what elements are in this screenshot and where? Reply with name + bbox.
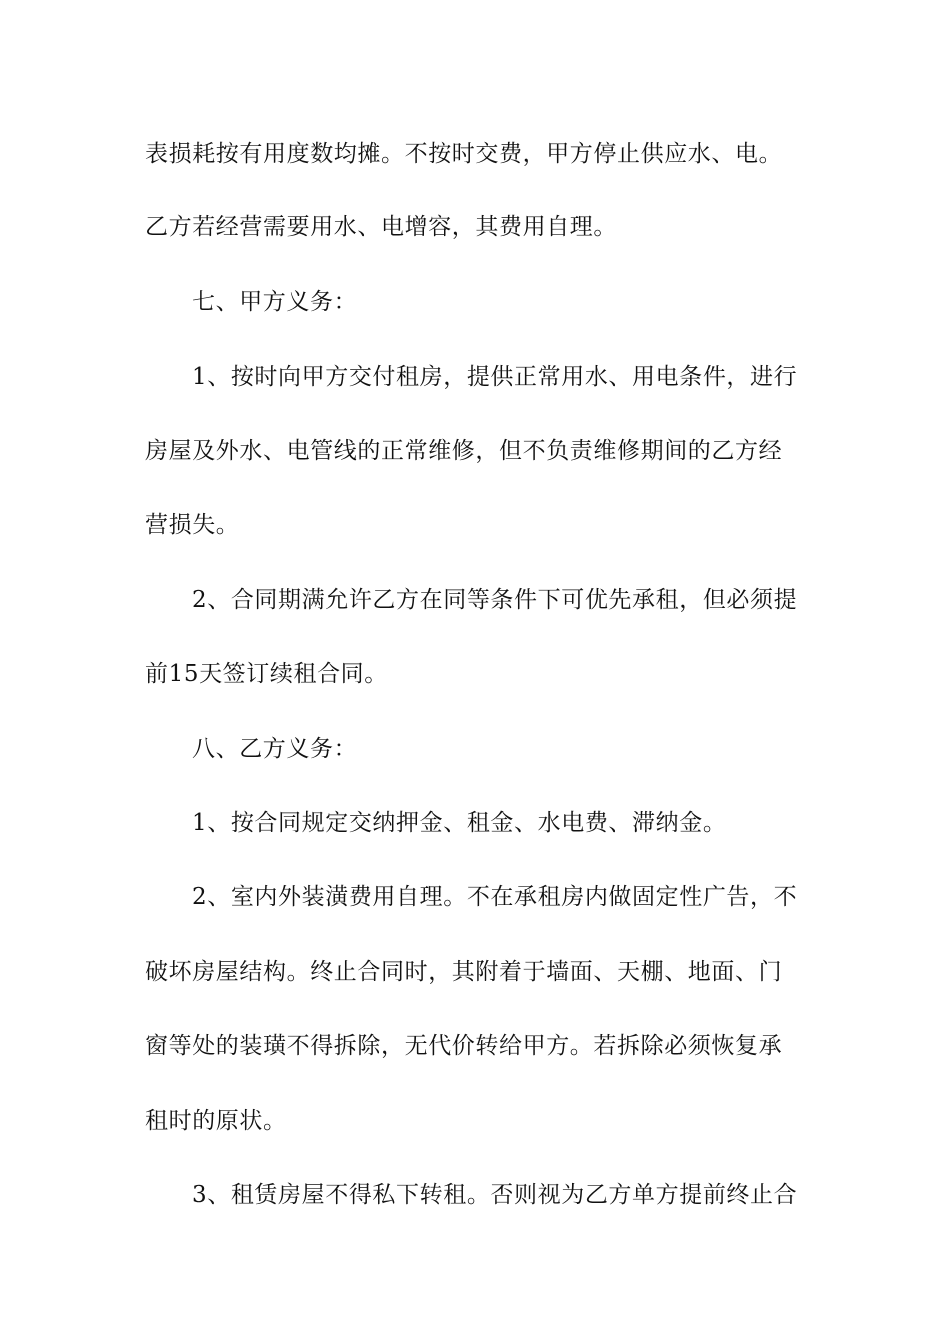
body-text-line: 乙方若经营需要用水、电增容，其费用自理。 (145, 214, 617, 240)
clause-text-line: 2、合同期满允许乙方在同等条件下可优先承租，但必须提 (192, 587, 798, 613)
clause-text-line: 前15天签订续租合同。 (145, 661, 388, 687)
section-heading-party-b-obligations: 八、乙方义务： (192, 736, 358, 762)
clause-text-line: 3、租赁房屋不得私下转租。否则视为乙方单方提前终止合 (192, 1182, 798, 1208)
clause-text-line: 1、按合同规定交纳押金、租金、水电费、滞纳金。 (192, 810, 727, 836)
clause-text-line: 破坏房屋结构。终止合同时，其附着于墙面、天棚、地面、门 (145, 959, 783, 985)
section-heading-party-a-obligations: 七、甲方义务： (192, 289, 358, 315)
clause-text-line: 1、按时向甲方交付租房，提供正常用水、用电条件，进行 (192, 364, 798, 390)
clause-text-line: 营损失。 (145, 512, 240, 538)
clause-text-line: 2、室内外装潢费用自理。不在承租房内做固定性广告，不 (192, 884, 798, 910)
clause-text-line: 租时的原状。 (145, 1108, 287, 1134)
body-text-line: 表损耗按有用度数均摊。不按时交费，甲方停止供应水、电。 (145, 141, 783, 167)
clause-text-line: 窗等处的装璜不得拆除，无代价转给甲方。若拆除必须恢复承 (145, 1033, 783, 1059)
clause-text-line: 房屋及外水、电管线的正常维修，但不负责维修期间的乙方经 (145, 438, 783, 464)
